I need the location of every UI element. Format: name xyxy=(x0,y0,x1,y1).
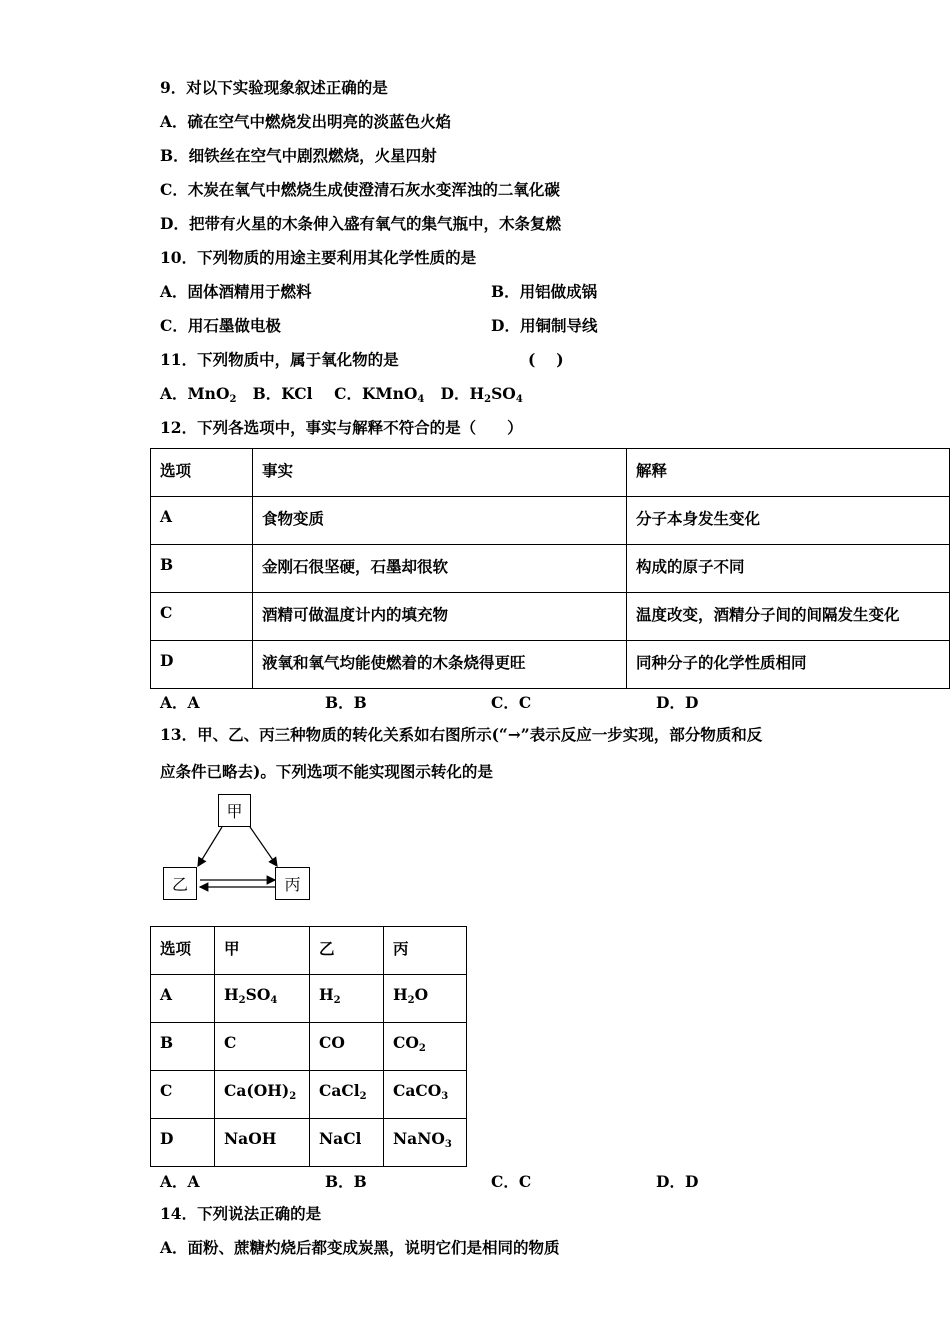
table-cell: B xyxy=(151,545,253,593)
q13-stem-line1: 13．甲、乙、丙三种物质的转化关系如右图所示(“→”表示反应一步实现，部分物质和反 xyxy=(160,725,763,744)
q12-answer-c: C．C xyxy=(491,693,532,712)
table-row xyxy=(151,497,950,545)
q13-answer-b: B．B xyxy=(325,1172,367,1191)
table-cell: 分子本身发生变化 xyxy=(627,497,950,545)
table-cell: $H_2O$ xyxy=(384,975,467,1023)
q10-option-c: C．用石墨做电极 xyxy=(160,316,281,335)
table-header-row xyxy=(151,927,467,975)
table-cell: 构成的原子不同 xyxy=(627,545,950,593)
q13-answer-a: A．A xyxy=(160,1172,200,1191)
header-cell: 乙 xyxy=(310,927,384,975)
table-cell: NaOH xyxy=(215,1119,310,1167)
table-cell: 酒精可做温度计内的填充物 xyxy=(253,593,627,641)
table-cell: A xyxy=(151,975,215,1023)
q12-stem: 12．下列各选项中，事实与解释不符合的是（ ） xyxy=(160,418,523,437)
arrow-jia-to-bing xyxy=(250,827,277,866)
q13-table xyxy=(150,926,467,1167)
table-row xyxy=(151,975,467,1023)
table-cell: D xyxy=(151,641,253,689)
table-cell: 同种分子的化学性质相同 xyxy=(627,641,950,689)
table-row xyxy=(151,593,950,641)
table-cell: $H_2SO_4$ xyxy=(215,975,310,1023)
diagram-node-jia: 甲 xyxy=(218,794,251,827)
table-cell: CaCl$_2$ xyxy=(310,1071,384,1119)
table-cell: NaNO$_3$ xyxy=(384,1119,467,1167)
q9-option-b: B．细铁丝在空气中剧烈燃烧，火星四射 xyxy=(160,146,437,165)
header-cell: 选项 xyxy=(151,449,253,497)
header-cell: 解释 xyxy=(627,449,950,497)
q10-option-d: D．用铜制导线 xyxy=(491,316,598,335)
q9-stem: 9．对以下实验现象叙述正确的是 xyxy=(160,78,388,97)
q14-option-a: A．面粉、蔗糖灼烧后都变成炭黑，说明它们是相同的物质 xyxy=(160,1238,560,1257)
q10-option-b: B．用铝做成锅 xyxy=(491,282,598,301)
table-cell: C xyxy=(151,1071,215,1119)
table-row xyxy=(151,641,950,689)
diagram-node-bing: 丙 xyxy=(275,867,310,900)
header-cell: 事实 xyxy=(253,449,627,497)
table-cell: $CO_2$ xyxy=(384,1023,467,1071)
arrow-jia-to-yi xyxy=(198,827,222,866)
q12-answer-b: B．B xyxy=(325,693,367,712)
table-cell: CO xyxy=(310,1023,384,1071)
header-cell: 选项 xyxy=(151,927,215,975)
q11-options xyxy=(160,384,523,404)
table-cell: B xyxy=(151,1023,215,1071)
table-cell: C xyxy=(151,593,253,641)
q9-option-a: A．硫在空气中燃烧发出明亮的淡蓝色火焰 xyxy=(160,112,452,131)
q11-option-a: A．MnO$_2$ xyxy=(160,384,237,405)
header-cell: 丙 xyxy=(384,927,467,975)
q13-answer-d: D．D xyxy=(656,1172,699,1191)
table-row xyxy=(151,545,950,593)
q10-stem: 10．下列物质的用途主要利用其化学性质的是 xyxy=(160,248,477,267)
q10-option-a: A．固体酒精用于燃料 xyxy=(160,282,312,301)
table-cell: A xyxy=(151,497,253,545)
table-row xyxy=(151,1023,467,1071)
table-header-row xyxy=(151,449,950,497)
q13-stem-line2: 应条件已略去)。下列选项不能实现图示转化的是 xyxy=(160,762,493,781)
diagram-node-yi: 乙 xyxy=(163,867,197,900)
q12-answer-d: D．D xyxy=(656,693,699,712)
q11-option-d: D．$H_2SO_4$ xyxy=(440,384,523,405)
q13-answer-c: C．C xyxy=(491,1172,532,1191)
table-cell: 液氧和氧气均能使燃着的木条烧得更旺 xyxy=(253,641,627,689)
table-cell: C xyxy=(215,1023,310,1071)
table-cell: $H_2$ xyxy=(310,975,384,1023)
q14-stem: 14．下列说法正确的是 xyxy=(160,1204,322,1223)
q11-option-c: C．KMnO$_4$ xyxy=(334,384,425,405)
q11-option-b: B．KCl xyxy=(252,384,313,403)
q12-table xyxy=(150,448,950,689)
table-cell: 金刚石很坚硬，石墨却很软 xyxy=(253,545,627,593)
q11-stem: 11．下列物质中，属于氧化物的是 xyxy=(160,350,399,369)
q9-option-c: C．木炭在氧气中燃烧生成使澄清石灰水变浑浊的二氧化碳 xyxy=(160,180,560,199)
q12-answer-a: A．A xyxy=(160,693,200,712)
conversion-diagram xyxy=(160,794,320,904)
table-cell: $Ca(OH)_2$ xyxy=(215,1071,310,1119)
table-row xyxy=(151,1119,467,1167)
q9-option-d: D．把带有火星的木条伸入盛有氧气的集气瓶中，木条复燃 xyxy=(160,214,561,233)
table-cell: D xyxy=(151,1119,215,1167)
header-cell: 甲 xyxy=(215,927,310,975)
table-cell: 食物变质 xyxy=(253,497,627,545)
table-cell: CaCO$_3$ xyxy=(384,1071,467,1119)
table-row xyxy=(151,1071,467,1119)
table-cell: NaCl xyxy=(310,1119,384,1167)
q11-answer-paren: ( ) xyxy=(528,350,564,369)
table-cell: 温度改变，酒精分子间的间隔发生变化 xyxy=(627,593,950,641)
